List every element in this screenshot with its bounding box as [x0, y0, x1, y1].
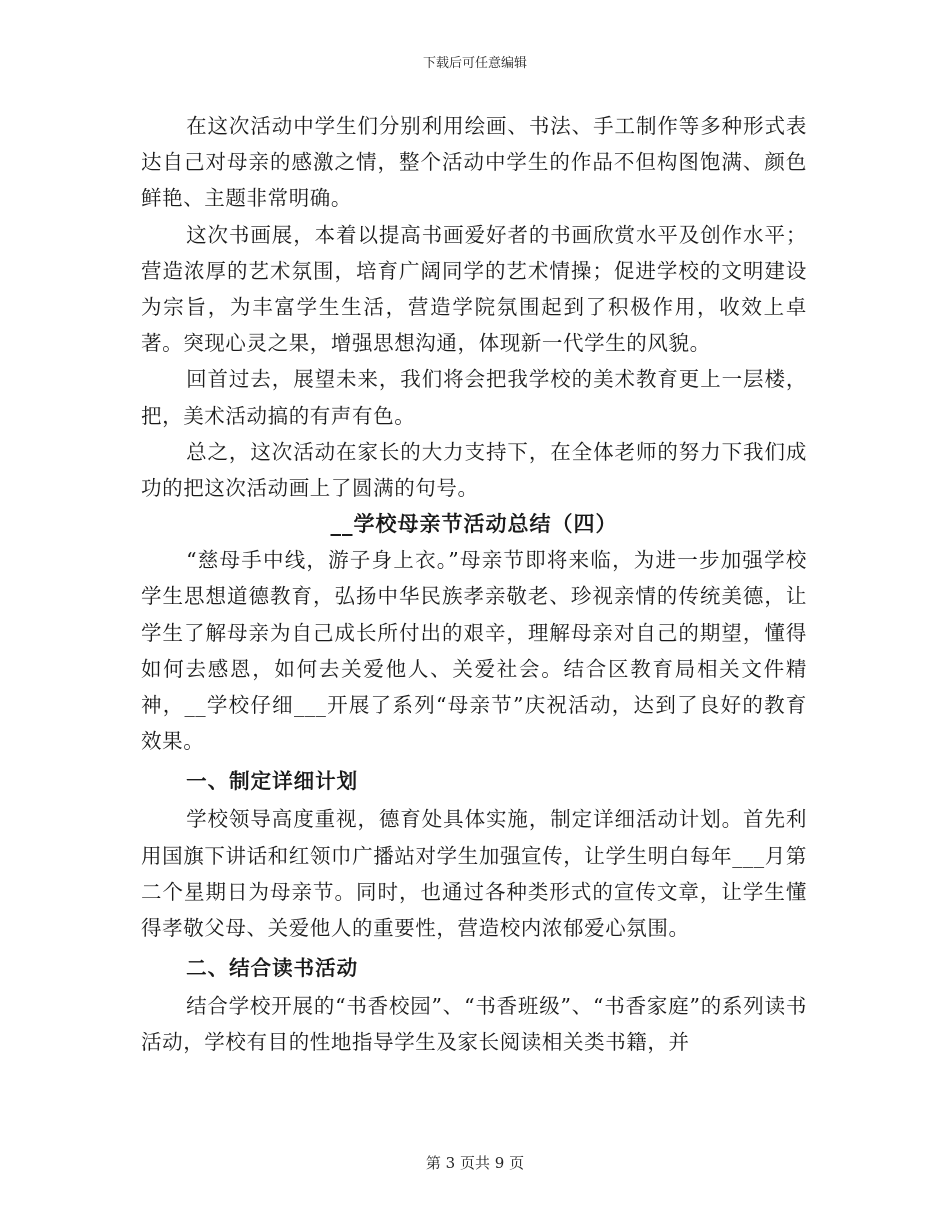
document-body — [141, 108, 807, 1061]
heading-make-plan: 一、制定详细计划 — [186, 769, 359, 794]
paragraph-looking-forward: 回首过去，展望未来，我们将会把我学校的美术教育更上一层楼，把，美术活动搞的有声有色。 — [141, 367, 807, 428]
paragraph-conclusion: 总之，这次活动在家长的大力支持下，在全体老师的努力下我们成功的把这次活动画上了圆满的句号。 — [141, 439, 807, 501]
page-footer: 第 3 页共 9 页 — [425, 1154, 525, 1172]
section-title: __学校母亲节活动总结（四） — [330, 511, 618, 537]
paragraph-reading-activity: 结合学校开展的“书香校园”、“书香班级”、“书香家庭”的系列读书活动，学校有目的性地指导学生及家长阅读相关类书籍，并 — [141, 994, 807, 1055]
paragraph-activity-forms: 在这次活动中学生们分别利用绘画、书法、手工制作等多种形式表达自己对母亲的感激之情，整个活动中学生的作品不但构图饱满、颜色鲜艳、主题非常明确。 — [141, 114, 807, 211]
paragraph-make-plan: 学校领导高度重视，德育处具体实施，制定详细活动计划。首先利用国旗下讲话和红领巾广播站对学生加强宣传，让学生明白每年___月第二个星期日为母亲节。同时，也通过各种类形式的宣传文章，让学生懂得孝敬父母、关爱他人的重要性，营造校内浓郁爱心氛围。 — [141, 807, 807, 941]
paragraph-intro: “慈母手中线，游子身上衣。”母亲节即将来临，为进一步加强学校学生思想道德教育，弘扬中华民族孝亲敬老、珍视亲情的传统美德，让学生了解母亲为自己成长所付出的艰辛，理解母亲对自己的期望，懂得如何去感恩，如何去关爱他人、关爱社会。结合区教育局相关文件精神，__学校仔细___开展了系列“母亲节”庆祝活动，达到了良好的教育效果。 — [141, 548, 807, 754]
heading-reading-activity: 二、结合读书活动 — [186, 956, 359, 981]
page-header: 下载后可任意编辑 — [422, 56, 527, 71]
paragraph-art-exhibition: 这次书画展，本着以提高书画爱好者的书画欣赏水平及创作水平；营造浓厚的艺术氛围，培育广阔同学的艺术情操；促进学校的文明建设为宗旨，为丰富学生生活，营造学院氛围起到了积极作用，收效上卓著。突现心灵之果，增强思想沟通，体现新一代学生的风貌。 — [141, 222, 807, 356]
